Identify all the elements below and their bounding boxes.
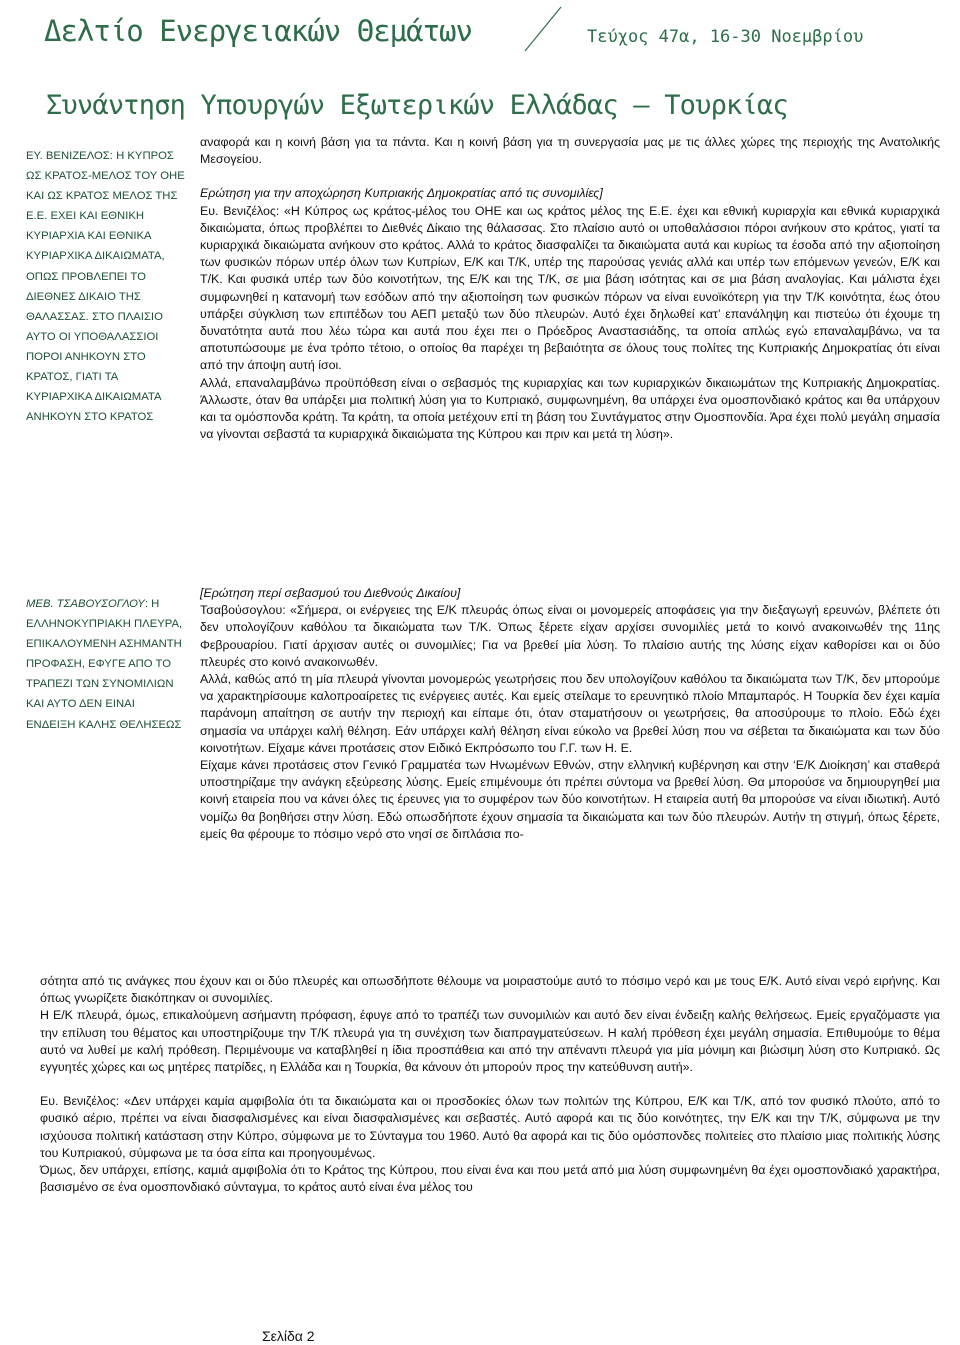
question-heading: [Ερώτηση περί σεβασμού του Διεθνούς Δικαίου] xyxy=(200,586,461,600)
pullquote-venizelos xyxy=(26,146,186,427)
issue-label: Τεύχος 47α, 16-30 Νοεμβρίου xyxy=(587,27,864,47)
question-heading: Ερώτηση για την αποχώρηση Κυπριακής Δημοκρατίας από τις συνομιλίες] xyxy=(200,186,603,201)
paragraph: Είχαμε κάνει προτάσεις στον Γενικό Γραμματέα των Ηνωμένων Εθνών, στην ελληνική κυβέρνηση και στην ‘Ε/Κ Διοίκηση’ και σταθερά υποστηρίζαμε την ανάγκη εξεύρεσης λύσης. Εμείς επιμένουμε ότι πρέπει σύντομα να βρεθεί λύση. Θα μπορούσε να δημιουργηθεί μια κοινή εταιρεία που να κάνει όλες τις έρευνες για το συμφέρον των δύο κοινοτήτων. Η εταιρεία αυτή θα μπορούσε να είναι ιδιωτική. Αυτό νομίζω θα βοηθήσει στην λύση. Εδώ οπωσδήποτε έχουν σημασία τα δικαιώματα και των δύο πλευρών. Αυτήν τη στιγμή, όπως ξέρετε, εμείς θα φέρουμε το πόσιμο νερό στο νησί σε διπλάσια πο- xyxy=(200,758,940,841)
pullquote-speaker: ΜΕΒ. ΤΣΑΒΟΥΣΟΓΛΟΥ xyxy=(26,598,145,610)
paragraph: Η Ε/Κ πλευρά, όμως, επικαλούμενη ασήμαντη πρόφαση, έφυγε από το τραπέζι των συνομιλιών και αυτό δεν είναι ένδειξη καλής θελήσεως. Εμείς εργαζόμαστε για την επίλυση του θέματος και υποστηρίζουμε την Τ/Κ πλευρά για τη συνέχιση των διαπραγματεύσεων. Η καλή πρόθεση έχει μεγάλη σημασία. Επιθυμούμε το θέμα αυτό να λυθεί με καλή πρόθεση. Περιμένουμε να καταβληθεί η ίδια προσπάθεια και από την απέναντι πλευρά για μία μόνιμη και βιώσιμη λύση στο Κυπριακό. Ως εγγυητές χώρες και ως μητέρες πατρίδες, η Ελλάδα και η Τουρκία, θα κάνουν ότι μπορούν προς την κατεύθυνση αυτή». xyxy=(40,1008,940,1075)
body-column-top xyxy=(200,134,940,443)
newsletter-title: Δελτίο Ενεργειακών Θεμάτων xyxy=(44,14,472,48)
body-full-width xyxy=(40,973,940,1196)
slash-divider-icon xyxy=(523,6,563,52)
paragraph: Όμως, δεν υπάρχει, επίσης, καμιά αμφιβολία ότι το Κράτος της Κύπρου, που είναι ένα και που μετά από μια λύση συμφωνημένη θα έχει ομοσπονδιακό χαρακτήρα, βασισμένο σε ένα ομοσπονδιακό σύνταγμα, το κράτος αυτό είναι ένα μέλος του xyxy=(40,1163,940,1195)
pullquote-text: : Η ΚΥΠΡΟΣ ΩΣ ΚΡΑΤΟΣ-ΜΕΛΟΣ ΤΟΥ ΟΗΕ ΚΑΙ ΩΣ ΚΡΑΤΟΣ ΜΕΛΟΣ ΤΗΣ Ε.Ε. ΕΧΕΙ ΚΑΙ ΕΘΝΙΚΗ ΚΥΡΙΑΡΧΙΑ ΚΑΙ ΕΘΝΙΚΑ ΚΥΡΙΑΡΧΙΚΑ ΔΙΚΑΙΩΜΑΤΑ, ΟΠΩΣ ΠΡΟΒΛΕΠΕΙ ΤΟ ΔΙΕΘΝΕΣ ΔΙΚΑΙΟ ΤΗΣ ΘΑΛΑΣΣΑΣ. ΣΤΟ ΠΛΑΙΣΙΟ ΑΥΤΟ ΟΙ ΥΠΟΘΑΛΑΣΣΙΟΙ ΠΟΡΟΙ ΑΝΗΚΟΥΝ ΣΤΟ ΚΡΑΤΟΣ, ΓΙΑΤΙ ΤΑ ΚΥΡΙΑΡΧΙΚΑ ΔΙΚΑΙΩΜΑΤΑ ΑΝΗΚΟΥΝ ΣΤΟ ΚΡΑΤΟΣ xyxy=(26,150,185,424)
page-number: Σελίδα 2 xyxy=(262,1328,315,1344)
paragraph: Ευ. Βενιζέλος: «Η Κύπρος ως κράτος-μέλος του ΟΗΕ και ως κράτος μέλος της Ε.Ε. έχει και εθνική κυριαρχία και εθνικά κυριαρχικά δικαιώματα, όπως προβλέπει το Διεθνές Δίκαιο της θάλασσας. Στο πλαίσιο αυτό οι υποθαλάσσιοι πόροι ανήκουν στο κράτος, γιατί τα κυριαρχικά δικαιώματα ανήκουν στο κράτος. Αλλά το κράτος διασφαλίζει τα δικαιώματα αυτά και κυρίως τα έσοδα από την αξιοποίηση των φυσικών πόρων υπέρ όλων των Κυπρίων, Ε/Κ και Τ/Κ, υπέρ της παρούσας γενιάς αλλά και υπέρ των επόμενων γενεών, Ε/Κ και Τ/Κ. Και φυσικά υπέρ των δύο κοινοτήτων, της Ε/Κ και της Τ/Κ, σε μια βάση ισότητας και σε μια βάση αναλογίας. Και μάλιστα έχει συμφωνηθεί η κατανομή των εσόδων από την αξιοποίηση των φυσικών πόρων να είναι ευνοϊκότερη για την Τ/Κ κοινότητα, έως ότου υπάρξει σύγκλιση των επιπέδων του ΑΕΠ μεταξύ των δύο πλευρών. Αυτό έχει δηλωθεί κατ’ επανάληψη και πιστεύω ότι έχουμε τη δυνατότητα αυτά που λέω τώρα και αυτά που έχει πει ο Πρόεδρος Αναστασιάδης, τα οποία απλώς εγώ επαναλαμβάνω, να τα αποτυπώσουμε με ένα τρόπο τέτοιο, ο οποίος θα παρέχει τη βεβαιότητα σε όλους τους πολίτες της Κυπριακής Δημοκρατίας ότι είναι από την άποψη αυτή ίσοι. xyxy=(200,203,940,373)
pullquote-speaker: ΕΥ. ΒΕΝΙΖΕΛΟΣ xyxy=(26,150,110,162)
paragraph: Αλλά, καθώς από τη μία πλευρά γίνονται μονομερώς γεωτρήσεις που δεν υπολογίζουν καθόλου τα δικαιώματα των Τ/Κ, δεν μπορούμε να χαρακτηρίσουμε καλοπροαίρετες τις ενέργειες αυτές. Και εμείς στείλαμε το ερευνητικό πλοίο Μπαμπαρός. Η Τουρκία δεν έχει καμία παράνομη απαίτηση σε αυτήν την περιοχή και είπαμε ότι, όταν σταματήσουν οι γεωτρήσεις, θα αποσύρουμε το πλοίο. Εδώ έχει σημασία να υπάρχει καλή θέληση. Εάν υπάρχει καλή θέληση είναι εύκολο να βρεθεί λύση που να σέβεται τα δικαιώματα και των δύο κοινοτήτων. Είχαμε κάνει προτάσεις στον Ειδικό Εκπρόσωπο του Γ.Γ. των Η. Ε. xyxy=(200,672,940,755)
paragraph: Τσαβούσογλου: «Σήμερα, οι ενέργειες της Ε/Κ πλευράς όπως είναι οι μονομερείς αποφάσεις για την διεξαγωγή ερευνών, βλέπετε ότι δεν υπολογίζουν καθόλου τα δικαιώματα των Τ/Κ. Όπως ξέρετε είχαν αρχίσει συνομιλίες μετά το κοινό ανακοινωθέν της 11ης Φεβρουαρίου. Γιατί άρχισαν αυτές οι συνομιλίες; Για να βρεθεί μία λύση. Το πλαίσιο αυτής της λύσης είχαν καθορίσει και οι δύο πλευρές στο κοινό ανακοινωθέν. xyxy=(200,603,940,669)
paragraph: σότητα από τις ανάγκες που έχουν και οι δύο πλευρές και οπωσδήποτε θέλουμε να μοιραστούμε αυτό το πόσιμο νερό και με τους Ε/Κ. Αυτό είναι νερό ειρήνης. Και όπως γνωρίζετε διακόπηκαν οι συνομιλίες. xyxy=(40,974,940,1006)
paragraph: Αλλά, επαναλαμβάνω προϋπόθεση είναι ο σεβασμός της κυριαρχίας και των κυριαρχικών δικαιωμάτων της Κυπριακής Δημοκρατίας. Άλλωστε, όταν θα υπάρξει μια πολιτική λύση για το Κυπριακό, συμφωνημένη, θα υπάρχει ένα ομοσπονδιακό κράτος και θα υπάρχουν και τα ομόσπονδα κράτη. Τα κράτη, τα οποία μετέχουν επί τη βάση του Συντάγματος στην Ομοσπονδία. Άρα έχει πολύ μεγάλη σημασία να γίνονται σεβαστά τα κυριαρχικά δικαιώματα της Κύπρου και πριν και μετά τη λύση». xyxy=(200,375,940,442)
article-title: Συνάντηση Υπουργών Εξωτερικών Ελλάδας – Τουρκίας xyxy=(46,90,788,121)
paragraph: Ευ. Βενιζέλος: «Δεν υπάρχει καμία αμφιβολία ότι τα δικαιώματα και οι προσδοκίες όλων των πολιτών της Κύπρου, Ε/Κ και Τ/Κ, από τον φυσικό πλούτο, από το φυσικό αέριο, πρέπει να είναι διασφαλισμένες και είναι διασφαλισμένες και σεβαστές. Αυτό αφορά και τις δύο κοινότητες, την Ε/Κ και την Τ/Κ, σύμφωνα με την ισχύουσα πολιτική κατάσταση στην Κύπρο, σύμφωνα με το Σύνταγμα του 1960. Αυτό θα αφορά και τις δύο ομόσπονδες πολιτείες στο πλαίσιο μιας πολιτικής λύσης του Κυπριακού, σύμφωνα με τα όσα είπα και προηγουμένως. xyxy=(40,1094,940,1160)
paragraph: αναφορά και η κοινή βάση για τα πάντα. Και η κοινή βάση για τη συνεργασία μας με τις άλλες χώρες της περιοχής της Ανατολικής Μεσογείου. xyxy=(200,135,940,167)
pullquote-tsavousoglou xyxy=(26,594,186,735)
body-column-middle xyxy=(200,585,940,843)
pullquote-text: : Η ΕΛΛΗΝΟΚΥΠΡΙΑΚΗ ΠΛΕΥΡΑ, ΕΠΙΚΑΛΟΥΜΕΝΗ ΑΣΗΜΑΝΤΗ ΠΡΟΦΑΣΗ, ΕΦΥΓΕ ΑΠΟ ΤΟ ΤΡΑΠΕΖΙ ΤΩΝ ΣΥΝΟΜΙΛΙΩΝ ΚΑΙ ΑΥΤΟ ΔΕΝ ΕΙΝΑΙ ΕΝΔΕΙΞΗ ΚΑΛΗΣ ΘΕΛΗΣΕΩΣ xyxy=(26,598,183,731)
